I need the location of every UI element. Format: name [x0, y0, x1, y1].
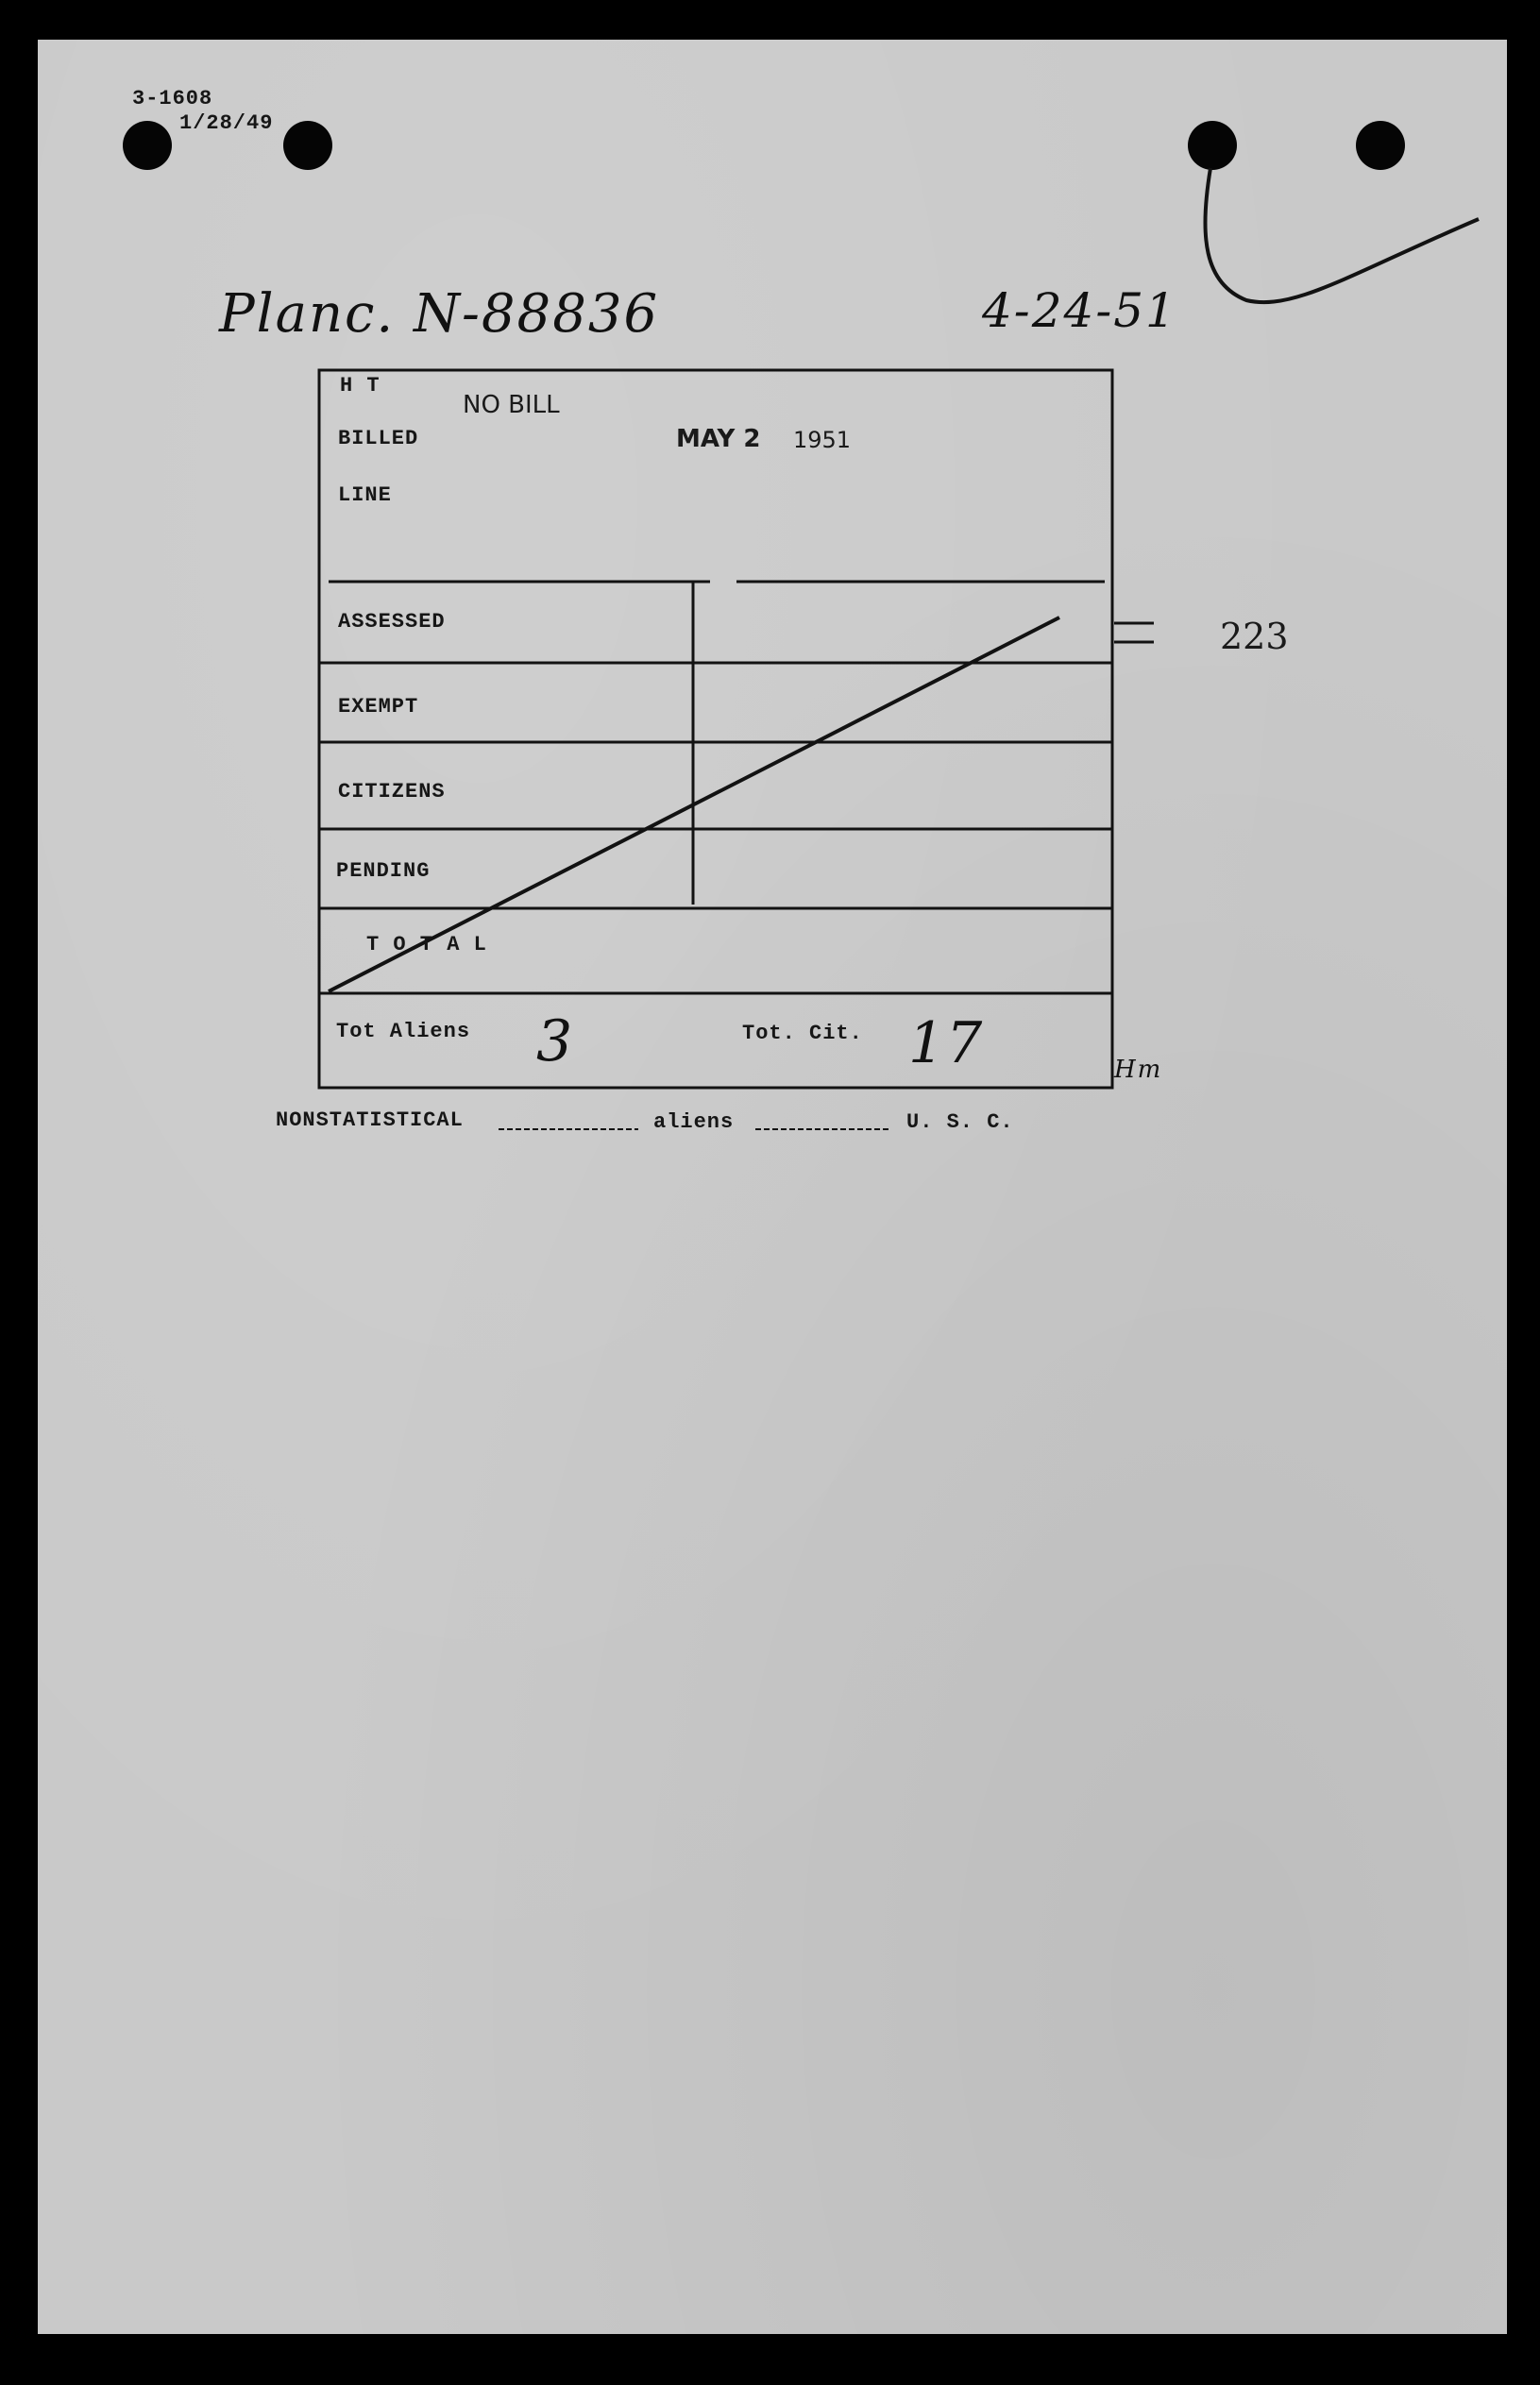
stamp-number: 223 — [1220, 616, 1289, 657]
stamp-no-bill: NO BILL — [463, 391, 560, 419]
form-label-billed: BILLED — [338, 427, 419, 450]
form-label-ht: H T — [340, 374, 381, 398]
footer-usc: U. S. C. — [906, 1110, 1014, 1134]
corner-note-line2: 1/28/49 — [179, 111, 274, 135]
form-label-tot-cit: Tot. Cit. — [742, 1022, 863, 1045]
form-row-pending: PENDING — [336, 859, 431, 883]
form-row-assessed: ASSESSED — [338, 610, 446, 634]
stamp-received-date: MAY 2 — [676, 425, 761, 453]
handwritten-initials: Hm — [1114, 1056, 1163, 1084]
footer-aliens: aliens — [653, 1110, 735, 1134]
handwritten-citizens-count: 17 — [908, 1010, 985, 1076]
handwritten-date: 4-24-51 — [982, 283, 1177, 338]
corner-note-line1: 3-1608 — [132, 87, 213, 110]
form-row-citizens: CITIZENS — [338, 780, 446, 803]
form-label-tot-aliens: Tot Aliens — [336, 1020, 471, 1043]
handwritten-aliens-count: 3 — [536, 1008, 575, 1074]
form-row-exempt: EXEMPT — [338, 695, 419, 719]
form-label-total: T O T A L — [366, 933, 487, 956]
footer-nonstatistical: NONSTATISTICAL — [276, 1108, 464, 1132]
stamp-year: 1951 — [793, 427, 852, 453]
form-label-line: LINE — [338, 483, 392, 507]
handwritten-vessel-name: Planc. N-88836 — [219, 283, 660, 345]
